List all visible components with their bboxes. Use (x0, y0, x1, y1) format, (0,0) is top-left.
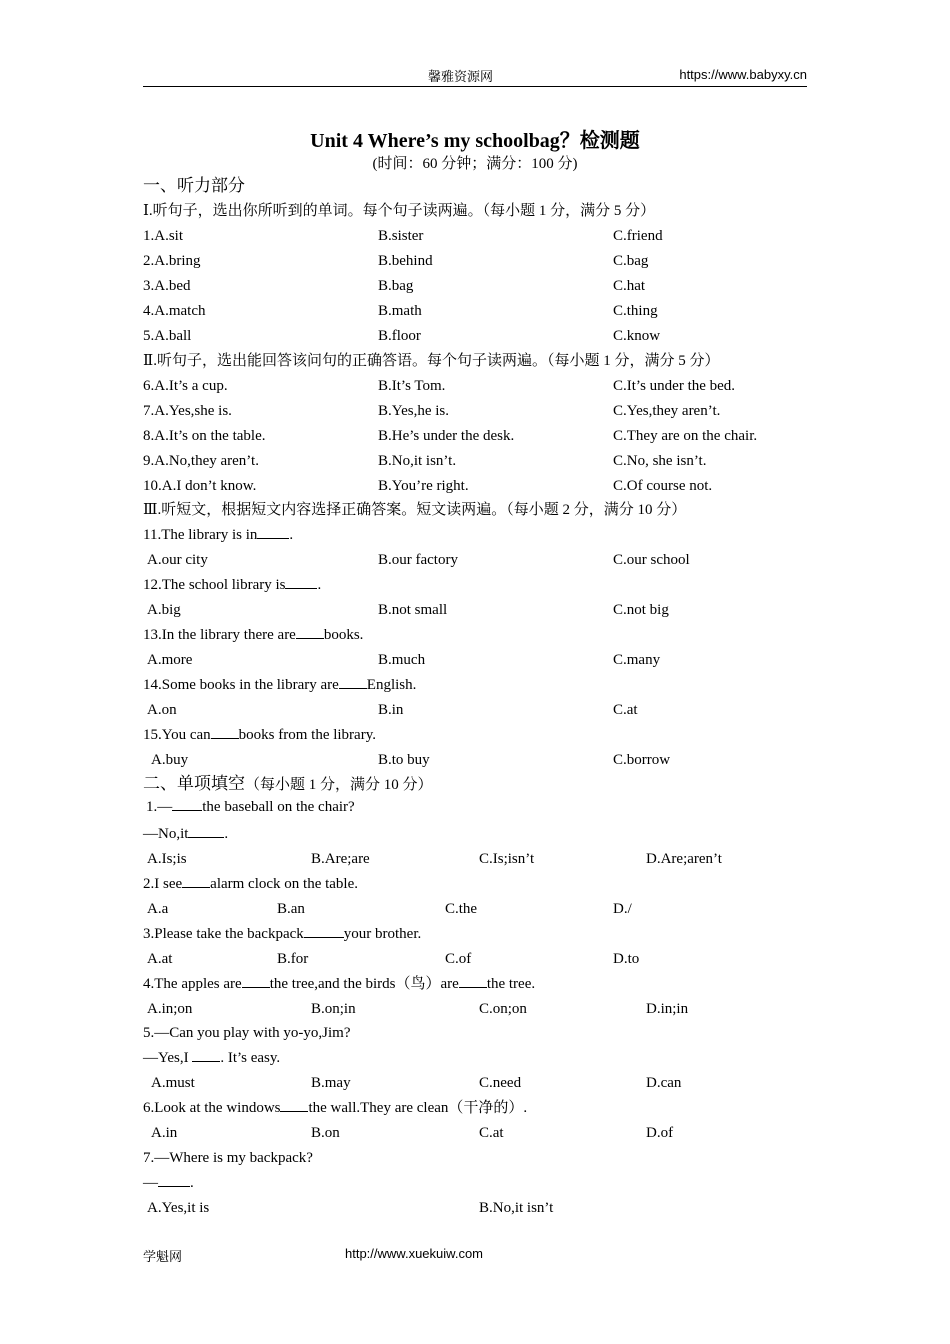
question-stem-end: the tree. (486, 976, 536, 992)
option-b: B.floor (378, 328, 421, 344)
section-listening-heading: 一、听力部分 (143, 176, 245, 196)
question-text (143, 724, 376, 746)
option-c: C.need (479, 1075, 522, 1091)
question-text (143, 923, 421, 945)
answer-blank (280, 1097, 308, 1112)
option-b: B.math (378, 303, 422, 319)
option-b: B.It’s Tom. (378, 378, 446, 394)
question-stem-end: books. (323, 627, 364, 643)
page-subtitle: (时间：60 分钟；满分：100 分) (372, 156, 578, 172)
question-stem-end: . It’s easy. (220, 1050, 281, 1066)
question-stem: 4.The apples are (143, 976, 242, 992)
option-c: C.They are on the chair. (613, 428, 758, 444)
option-c: C.the (445, 901, 478, 917)
option-b: B.No,it isn’t. (378, 453, 457, 469)
section-title: 二、单项填空 (143, 774, 245, 794)
option-b: B.for (277, 951, 309, 967)
option-b: B.our factory (378, 552, 458, 568)
answer-blank (182, 873, 210, 888)
question-stem: 1.— (146, 799, 173, 815)
option-c: C.at (613, 702, 638, 718)
option-c: C.on;on (479, 1001, 527, 1017)
option-a: A.must (151, 1075, 195, 1091)
header-site-name: 馨雅资源网 (428, 70, 494, 85)
option-a: 6.A.It’s a cup. (143, 378, 228, 394)
option-d: D.of (646, 1125, 674, 1141)
answer-blank (257, 524, 289, 539)
option-c: C.of (445, 951, 472, 967)
answer-blank (459, 973, 487, 988)
option-a: A.a (147, 901, 169, 917)
question-text (143, 973, 535, 995)
footer-url[interactable]: http://www.xuekuiw.com (345, 1246, 483, 1261)
question-stem: — (143, 1175, 158, 1191)
option-a: A.Yes,it is (147, 1200, 210, 1216)
option-a: 8.A.It’s on the table. (143, 428, 266, 444)
option-a: 1.A.sit (143, 228, 184, 244)
option-b: B.to buy (378, 752, 430, 768)
question-text (143, 524, 293, 546)
answer-blank (304, 923, 344, 938)
option-d: D.in;in (646, 1001, 689, 1017)
question-stem: 15.You can (143, 727, 211, 743)
option-c: C.It’s under the bed. (613, 378, 736, 394)
option-c: C.Is;isn’t (479, 851, 535, 867)
option-c: C.Yes,they aren’t. (613, 403, 721, 419)
option-a: 3.A.bed (143, 278, 191, 294)
option-b: B.may (311, 1075, 351, 1091)
question-stem: 3.Please take the backpack (143, 926, 304, 942)
answer-blank (188, 823, 224, 838)
question-text (143, 674, 416, 696)
question-text (143, 624, 363, 646)
answer-blank (158, 1172, 190, 1187)
question-text (143, 1172, 194, 1194)
option-b: B.much (378, 652, 426, 668)
option-b: B.an (277, 901, 305, 917)
option-b: B.No,it isn’t (479, 1200, 554, 1216)
option-a: A.more (147, 652, 193, 668)
option-a: A.in;on (147, 1001, 193, 1017)
question-stem-end: the wall.They are clean（干净的）. (308, 1100, 528, 1116)
option-b: B.not small (378, 602, 448, 618)
question-stem: 2.I see (143, 876, 183, 892)
option-a: A.our city (147, 552, 208, 568)
answer-blank (296, 624, 324, 639)
answer-blank (211, 724, 239, 739)
option-b: B.sister (378, 228, 424, 244)
question-stem-end: . (317, 577, 322, 593)
question-stem-end: English. (366, 677, 417, 693)
option-c: C.thing (613, 303, 658, 319)
option-a: A.at (147, 951, 173, 967)
option-a: A.buy (151, 752, 189, 768)
answer-blank (285, 574, 317, 589)
option-a: A.Is;is (147, 851, 187, 867)
option-b: B.He’s under the desk. (378, 428, 515, 444)
option-a: A.big (147, 602, 181, 618)
option-d: D./ (613, 901, 632, 917)
section-note: （每小题 1 分，满分 10 分） (245, 777, 433, 793)
option-a: 9.A.No,they aren’t. (143, 453, 259, 469)
option-c: C.borrow (613, 752, 671, 768)
part1-instructions: Ⅰ.听句子，选出你所听到的单词。每个句子读两遍。（每小题 1 分，满分 5 分） (143, 203, 656, 219)
option-d: D.can (646, 1075, 682, 1091)
answer-blank (192, 1047, 220, 1062)
option-b: B.on (311, 1125, 340, 1141)
option-c: C.not big (613, 602, 669, 618)
question-stem-end: alarm clock on the table. (210, 876, 359, 892)
option-b: B.in (378, 702, 404, 718)
question-text (143, 1047, 280, 1069)
question-stem: 12.The school library is (143, 577, 286, 593)
header-url[interactable]: https://www.babyxy.cn (679, 67, 807, 82)
part3-instructions: Ⅲ.听短文，根据短文内容选择正确答案。短文读两遍。（每小题 2 分，满分 10 分） (143, 502, 687, 518)
question-text (143, 1097, 527, 1119)
option-c: C.many (613, 652, 661, 668)
option-a: 10.A.I don’t know. (143, 478, 257, 494)
question-stem: 11.The library is in (143, 527, 258, 543)
question-stem-mid: the tree,and the birds（鸟）are (269, 976, 459, 992)
question-stem: 13.In the library there are (143, 627, 296, 643)
option-d: D.Are;aren’t (646, 851, 722, 867)
option-a: A.in (151, 1125, 178, 1141)
option-c: C.know (613, 328, 661, 344)
question-stem: 6.Look at the windows (143, 1100, 281, 1116)
option-a: 2.A.bring (143, 253, 201, 269)
page-title: Unit 4 Where’s my schoolbag？检测题 (310, 130, 640, 152)
question-stem: —No,it (143, 826, 189, 842)
option-a: 4.A.match (143, 303, 206, 319)
answer-blank (339, 674, 367, 689)
option-c: C.our school (613, 552, 690, 568)
question-text (143, 823, 228, 845)
answer-blank (242, 973, 270, 988)
section-choice-heading (143, 773, 433, 795)
option-d: D.to (613, 951, 640, 967)
question-stem-end: books from the library. (238, 727, 376, 743)
option-a: A.on (147, 702, 177, 718)
option-b: B.You’re right. (378, 478, 469, 494)
option-c: C.at (479, 1125, 504, 1141)
question-stem-end: . (224, 826, 229, 842)
question-text: 5.—Can you play with yo-yo,Jim? (143, 1025, 351, 1041)
footer-site-name: 学魁网 (143, 1250, 183, 1265)
part2-instructions: Ⅱ.听句子，选出能回答该问句的正确答语。每个句子读两遍。（每小题 1 分，满分 5 分） (143, 353, 720, 369)
question-text: 7.—Where is my backpack? (143, 1150, 313, 1166)
question-text (143, 574, 321, 596)
question-stem-end: your brother. (343, 926, 422, 942)
option-b: B.bag (378, 278, 414, 294)
question-stem: 14.Some books in the library are (143, 677, 339, 693)
question-stem-end: . (289, 527, 294, 543)
option-c: C.No, she isn’t. (613, 453, 707, 469)
option-c: C.bag (613, 253, 649, 269)
option-c: C.friend (613, 228, 663, 244)
question-stem-end: . (190, 1175, 194, 1191)
question-stem: —Yes,I (143, 1050, 193, 1066)
question-stem-end: the baseball on the chair? (202, 799, 355, 815)
option-a: 5.A.ball (143, 328, 192, 344)
option-b: B.Are;are (311, 851, 370, 867)
question-text (143, 796, 355, 818)
answer-blank (172, 796, 202, 811)
option-b: B.behind (378, 253, 433, 269)
question-text (143, 873, 358, 895)
page-header (143, 66, 807, 87)
option-c: C.Of course not. (613, 478, 713, 494)
option-b: B.on;in (311, 1001, 356, 1017)
option-a: 7.A.Yes,she is. (143, 403, 232, 419)
option-c: C.hat (613, 278, 646, 294)
option-b: B.Yes,he is. (378, 403, 449, 419)
